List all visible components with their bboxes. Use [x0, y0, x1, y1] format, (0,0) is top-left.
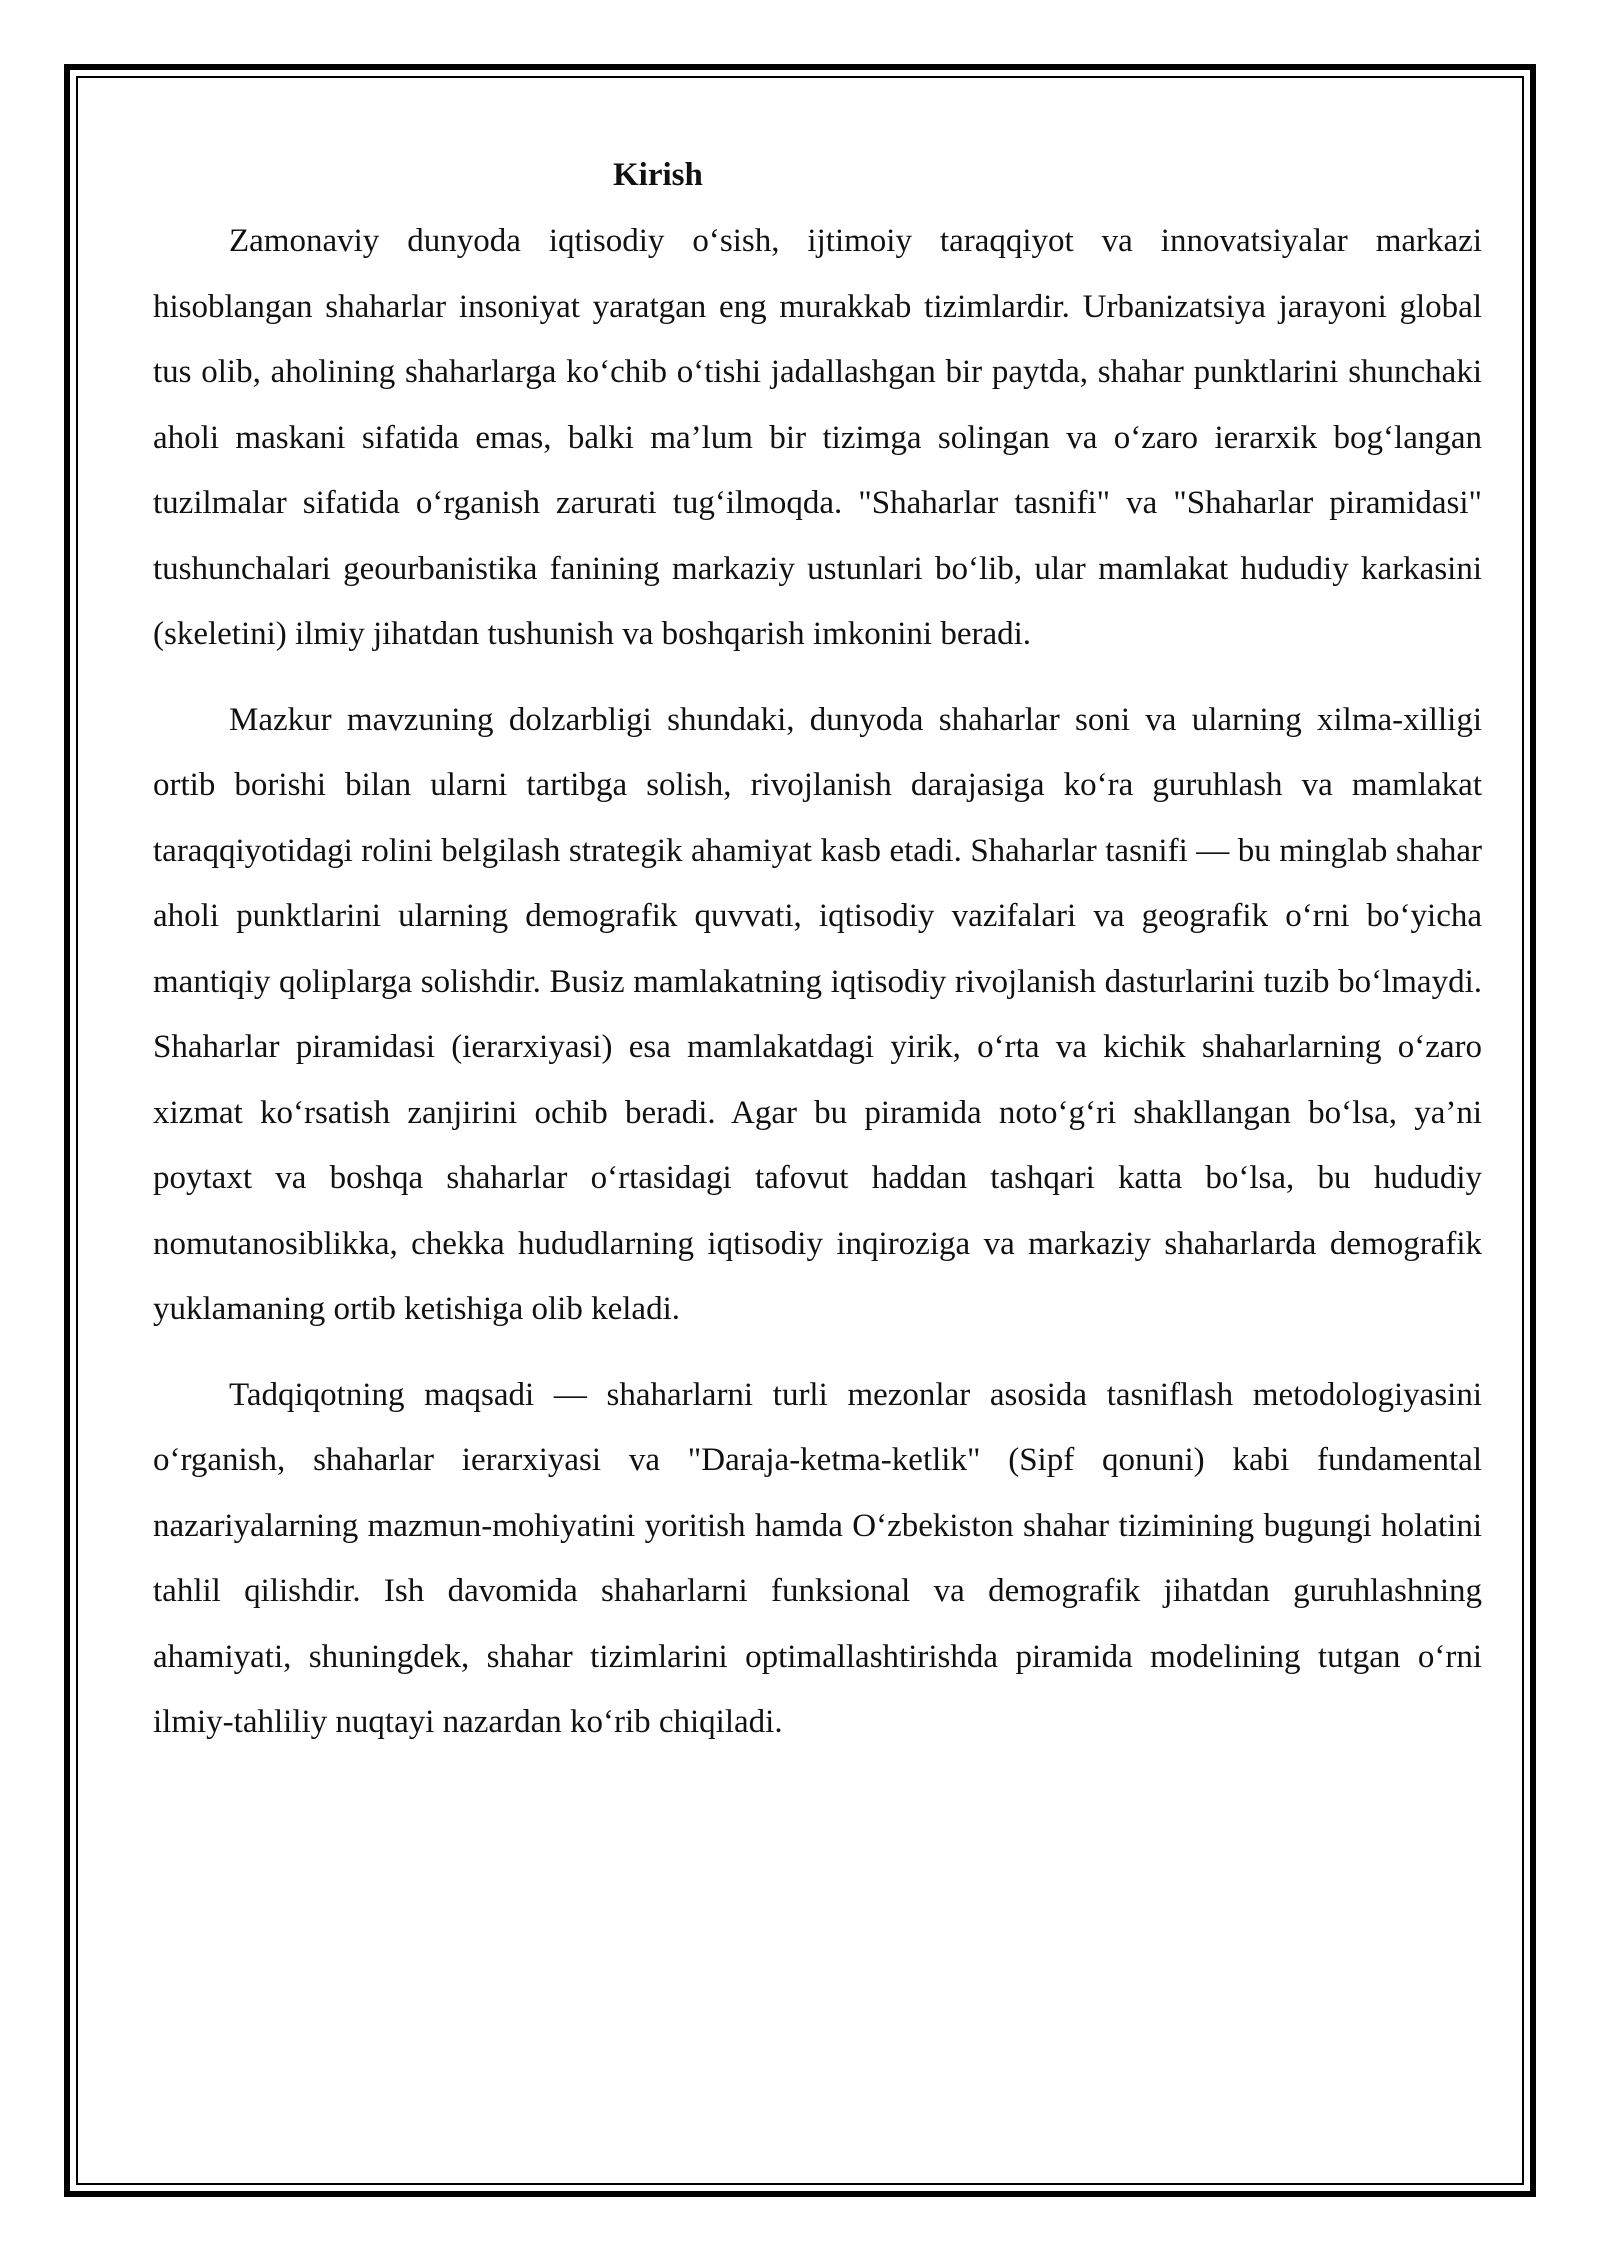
paragraph-relevance: Mazkur mavzuning dolzarbligi shundaki, dunyoda shaharlar soni va ularning xilma-xilligi ortib borishi bilan ularni tartibga solish, rivojlanish darajasiga ko‘ra guruhlash va mamlakat taraqqiyotidagi rolini belgilash strategik ahamiyat kasb etadi. Shaharlar tasnifi — bu minglab shahar aholi punktlarini ularning demografik quvvati, iqtisodiy vazifalari va geografik o‘rni bo‘yicha mantiqiy qoliplarga solishdir. Busiz mamlakatning iqtisodiy rivojlanish dasturlarini tuzib bo‘lmaydi. Shaharlar piramidasi (ierarxiyasi) esa mamlakatdagi yirik, o‘rta va kichik shaharlarning o‘zaro xizmat ko‘rsatish zanjirini ochib beradi. Agar bu piramida noto‘g‘ri shakllangan bo‘lsa, ya’ni poytaxt va boshqa shaharlar o‘rtasidagi tafovut haddan tashqari katta bo‘lsa, bu hududiy nomutanosiblikka, chekka hududlarning iqtisodiy inqiroziga va markaziy shaharlarda demografik yuklamaning ortib ketishiga olib keladi.	[153, 701, 1482, 1327]
paragraph-goal: Tadqiqotning maqsadi — shaharlarni turli mezonlar asosida tasniflash metodologiyasini o‘rganish, shaharlar ierarxiyasi va "Daraja-ketma-ketlik" (Sipf qonuni) kabi fundamental nazariyalarning mazmun-mohiyatini yoritish hamda O‘zbekiston shahar tizimining bugungi holatini tahlil qilishdir. Ish davomida shaharlarni funksional va demografik jihatdan guruhlashning ahamiyati, shuningdek, shahar tizimlarini optimallashtirishda piramida modelining tutgan o‘rni ilmiy-tahliliy nuqtayi nazardan ko‘rib chiqiladi.	[153, 1376, 1482, 1740]
document-body	[153, 148, 1482, 1776]
paragraph-intro: Zamonaviy dunyoda iqtisodiy o‘sish, ijtimoiy taraqqiyot va innovatsiyalar markazi hisoblangan shaharlar insoniyat yaratgan eng murakkab tizimlardir. Urbanizatsiya jarayoni global tus olib, aholining shaharlarga ko‘chib o‘tishi jadallashgan bir paytda, shahar punktlarini shunchaki aholi maskani sifatida emas, balki ma’lum bir tizimga solingan va o‘zaro ierarxik bog‘langan tuzilmalar sifatida o‘rganish zarurati tug‘ilmoqda. "Shaharlar tasnifi" va "Shaharlar piramidasi" tushunchalari geourbanistika fanining markaziy ustunlari bo‘lib, ular mamlakat hududiy karkasini (skeletini) ilmiy jihatdan tushunish va boshqarish imkonini beradi.	[153, 223, 1482, 652]
section-title: Kirish	[613, 157, 703, 193]
